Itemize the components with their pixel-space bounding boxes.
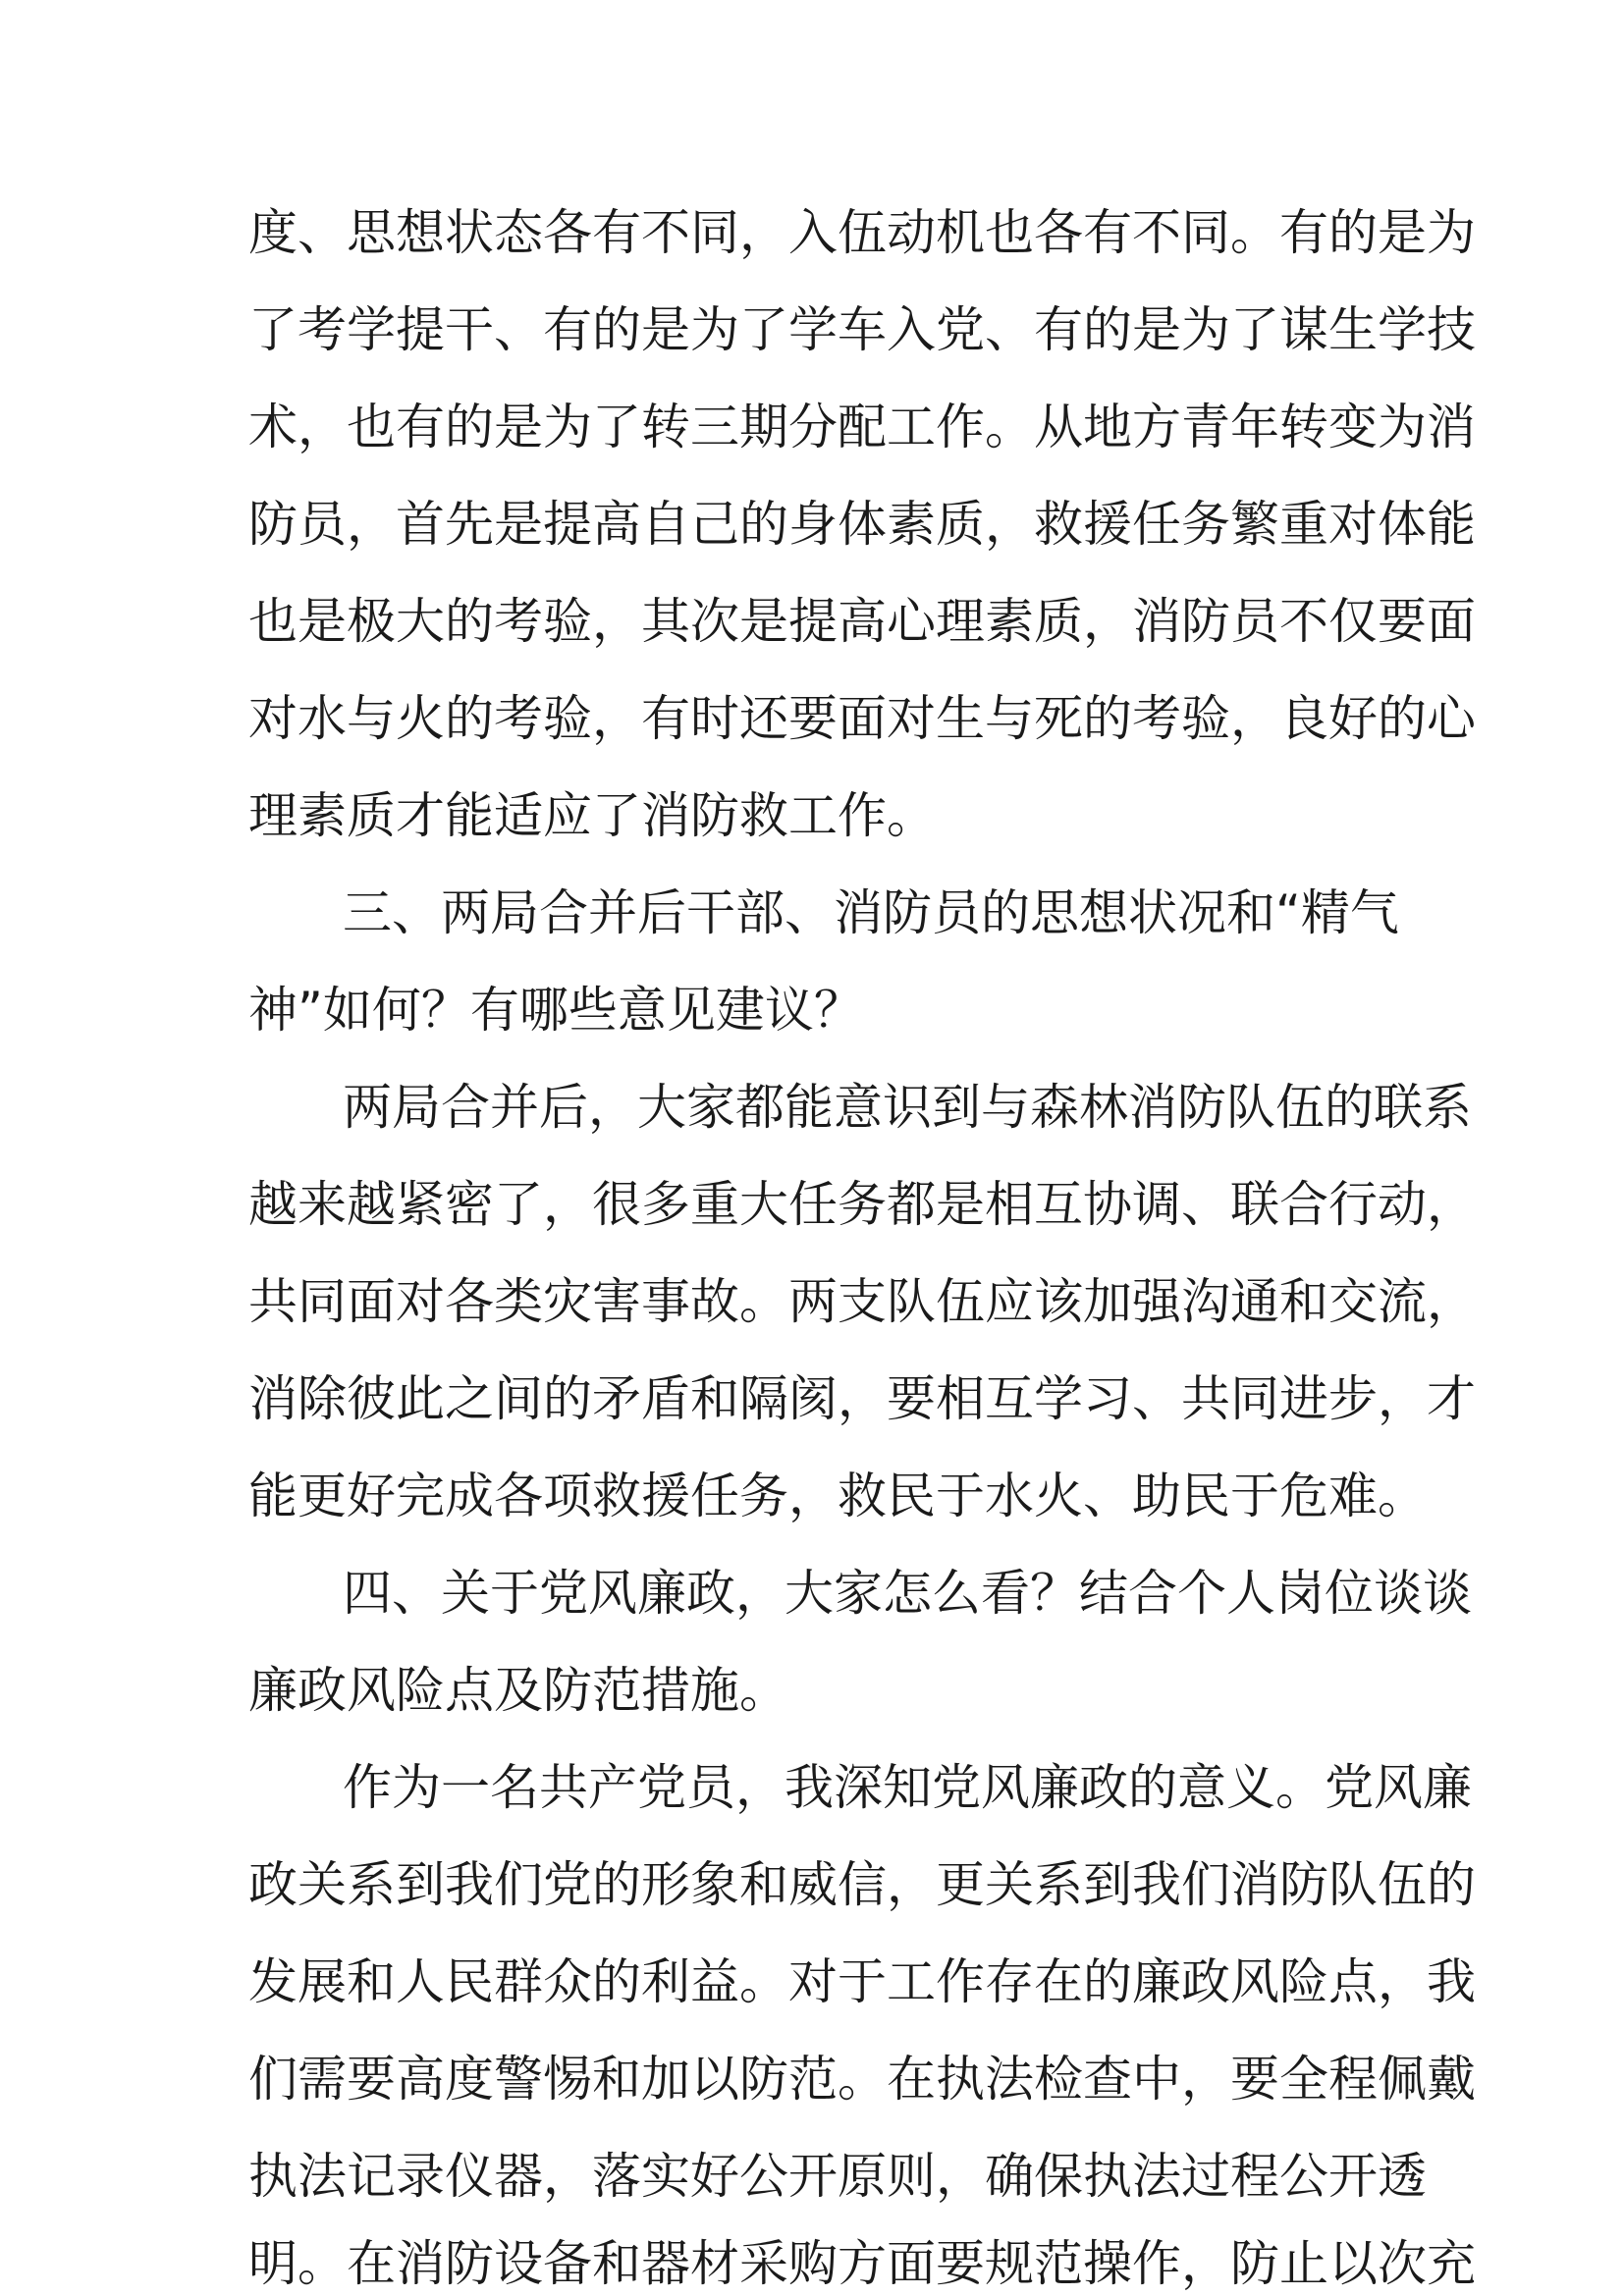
line-text: 明。在消防设备和器材采购方面要规范操作，防止以次充 [248, 2235, 1476, 2292]
section-heading-line [0, 1564, 1624, 1623]
line-text: 理素质才能适应了消防救工作。 [248, 787, 936, 844]
section-heading-line [0, 981, 1624, 1040]
line-text: 共同面对各类灾害事故。两支队伍应该加强沟通和交流， [248, 1273, 1476, 1330]
body-line [0, 1369, 1624, 1428]
heading-text: 神”如何？有哪些意见建议？ [248, 982, 863, 1039]
line-text: 政关系到我们党的形象和威信，更关系到我们消防队伍的 [248, 1856, 1476, 1913]
body-line [0, 1952, 1624, 2011]
line-text: 越来越紧密了，很多重大任务都是相互协调、联合行动， [248, 1176, 1476, 1233]
line-text: 执法记录仪器，落实好公开原则，确保执法过程公开透 [248, 2148, 1427, 2205]
line-text: 对水与火的考验，有时还要面对生与死的考验，良好的心 [248, 690, 1476, 747]
line-text: 两局合并后，大家都能意识到与森林消防队伍的联系 [343, 1079, 1472, 1136]
line-text: 发展和人民群众的利益。对于工作存在的廉政风险点，我 [248, 1953, 1476, 2010]
body-line [0, 689, 1624, 748]
body-line [0, 300, 1624, 359]
body-line [0, 786, 1624, 845]
line-text: 消除彼此之间的矛盾和隔阂，要相互学习、共同进步，才 [248, 1370, 1476, 1427]
body-line [0, 2050, 1624, 2109]
body-line [0, 1758, 1624, 1817]
body-line [0, 495, 1624, 554]
line-text: 能更好完成各项救援任务，救民于水火、助民于危难。 [248, 1468, 1427, 1524]
line-text: 作为一名共产党员，我深知党风廉政的意义。党风廉 [343, 1759, 1472, 1816]
body-line [0, 1272, 1624, 1331]
body-line [0, 1078, 1624, 1137]
body-line [0, 1467, 1624, 1525]
line-text: 了考学提干、有的是为了学车入党、有的是为了谋生学技 [248, 301, 1476, 358]
line-text: 术，也有的是为了转三期分配工作。从地方青年转变为消 [248, 399, 1476, 455]
section-heading-line [0, 883, 1624, 942]
heading-text: 三、两局合并后干部、消防员的思想状况和“精气 [343, 884, 1399, 941]
line-text: 度、思想状态各有不同，入伍动机也各有不同。有的是为 [248, 204, 1476, 261]
body-line [0, 398, 1624, 456]
heading-text: 廉政风险点及防范措施。 [248, 1662, 788, 1719]
heading-text: 四、关于党风廉政，大家怎么看？结合个人岗位谈谈 [343, 1565, 1472, 1622]
body-line [0, 2147, 1624, 2206]
body-line [0, 1175, 1624, 1234]
line-text: 们需要高度警惕和加以防范。在执法检查中，要全程佩戴 [248, 2051, 1476, 2108]
section-heading-line [0, 1661, 1624, 1720]
body-line [0, 1855, 1624, 1914]
body-line [0, 2234, 1624, 2293]
line-text: 也是极大的考验，其次是提高心理素质，消防员不仅要面 [248, 593, 1476, 650]
body-line [0, 592, 1624, 651]
line-text: 防员，首先是提高自己的身体素质，救援任务繁重对体能 [248, 496, 1476, 553]
body-line [0, 203, 1624, 262]
